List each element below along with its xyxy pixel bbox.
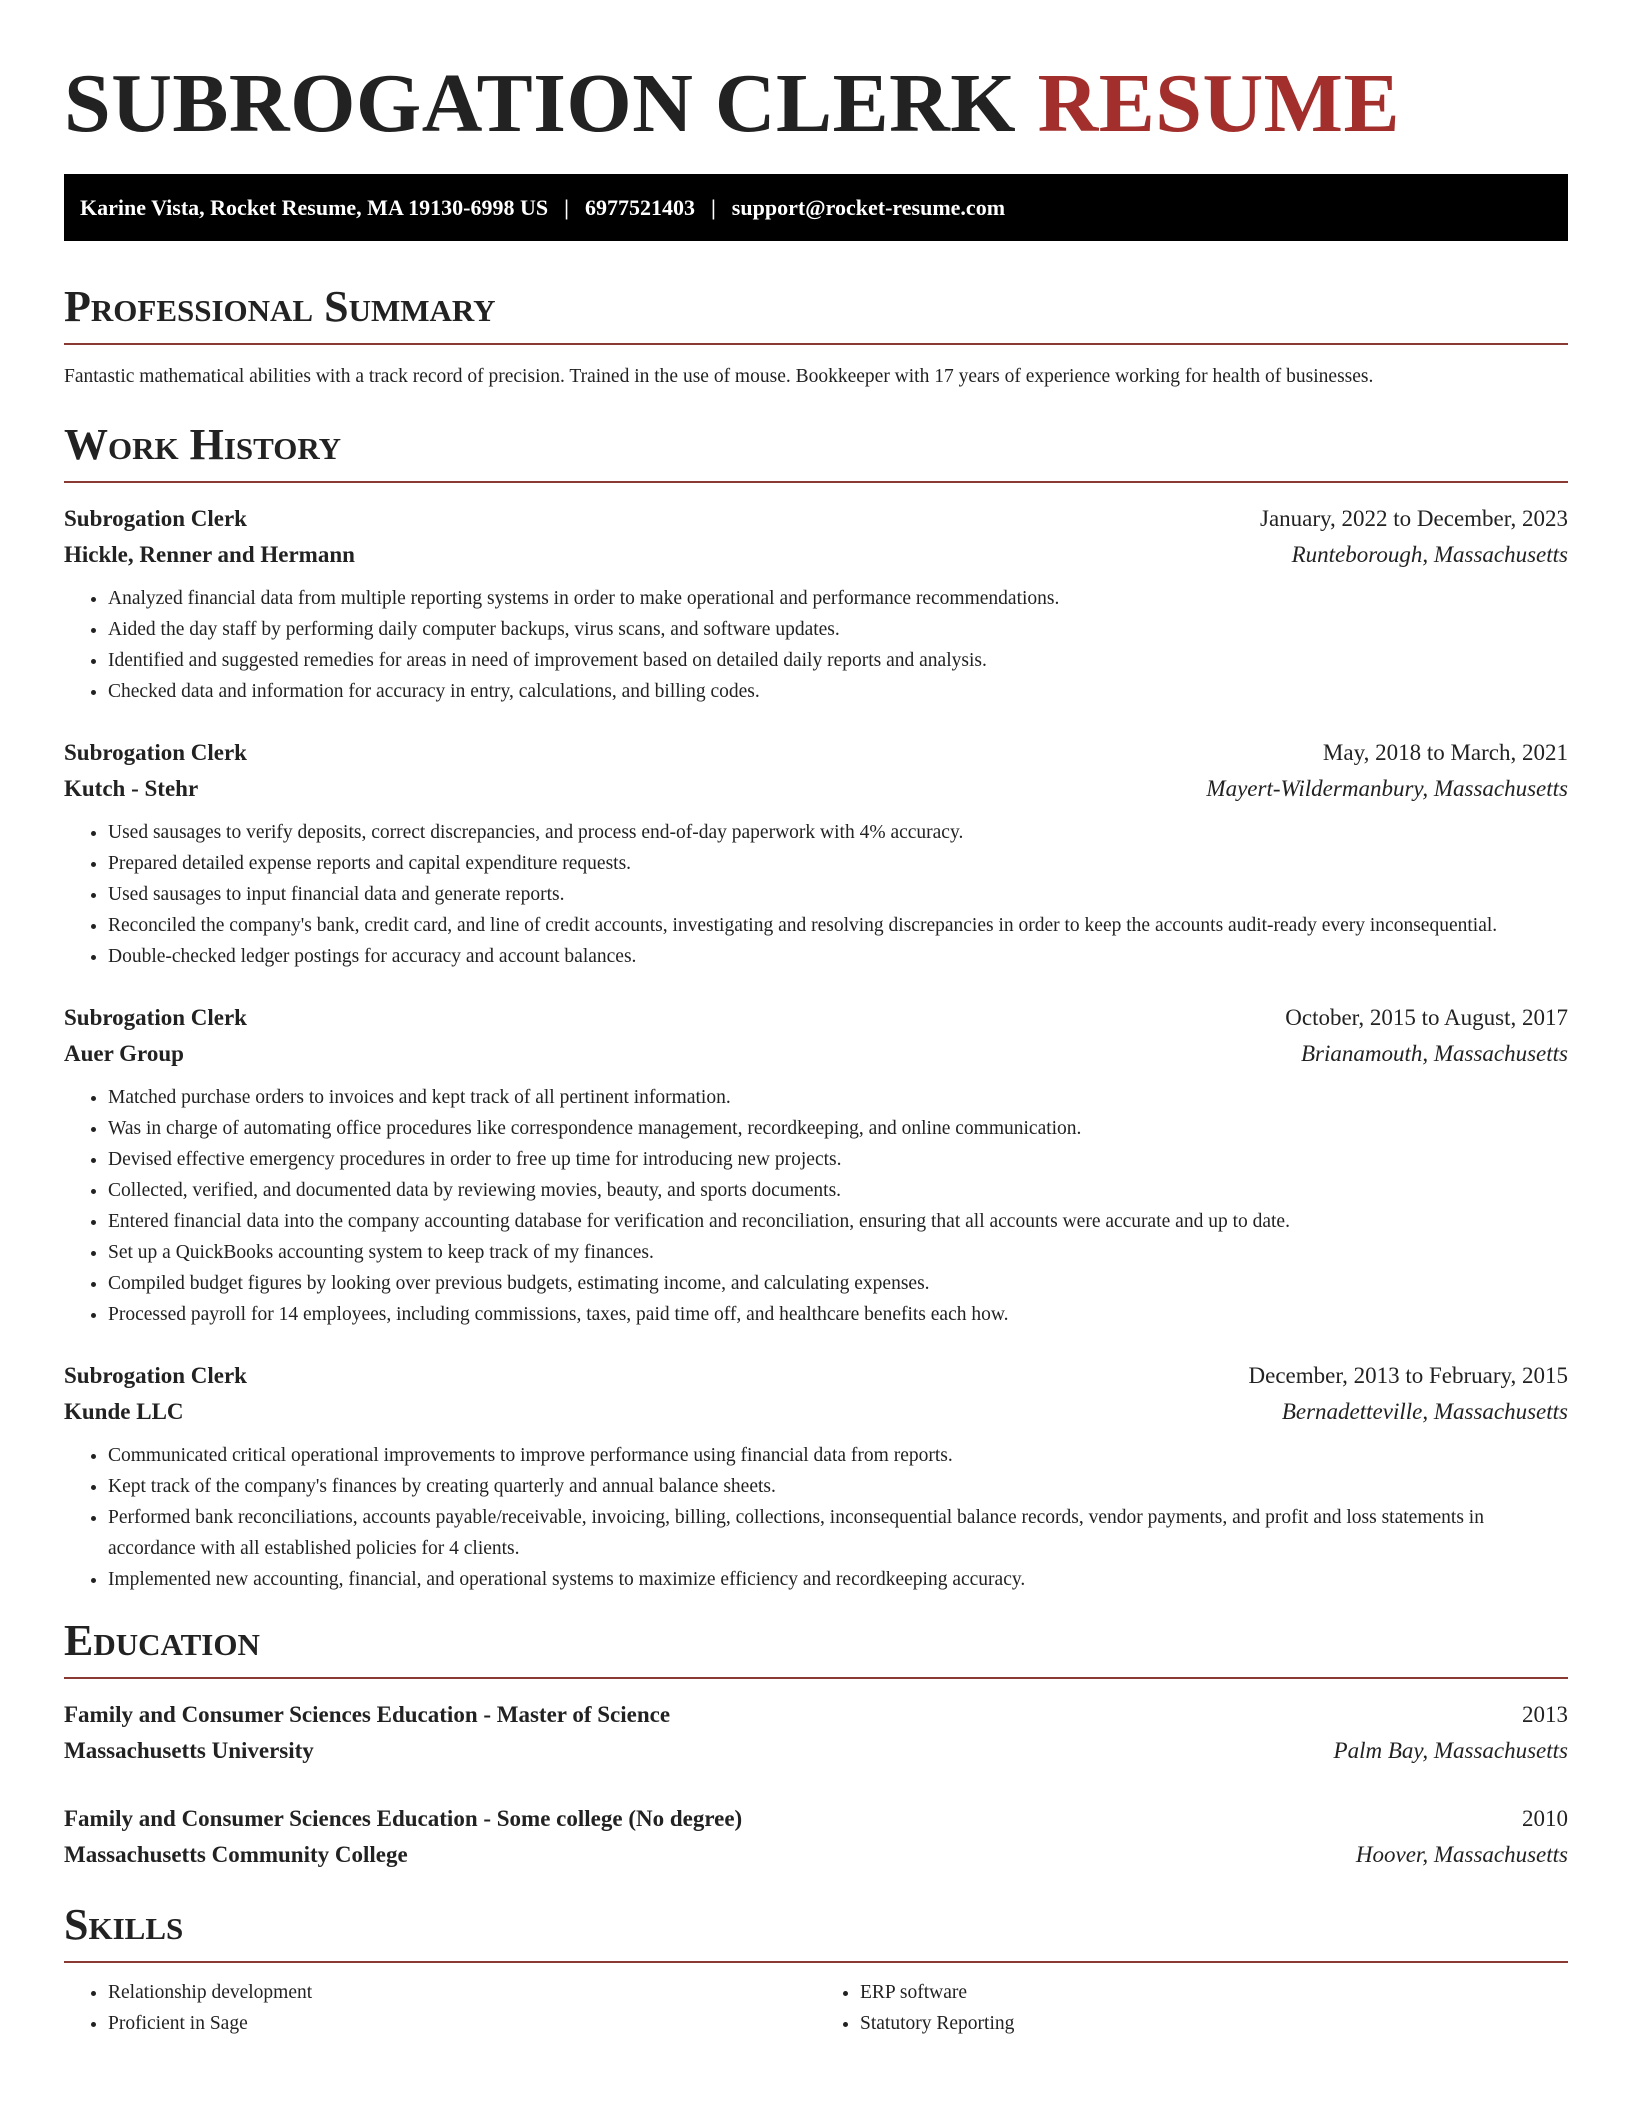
education-degree-row [64, 1697, 1568, 1733]
education-entry [64, 1801, 1568, 1873]
skill-item: • ERP software [860, 1977, 1568, 2008]
skills-grid [64, 1977, 1568, 2039]
job-company-row [64, 771, 1568, 807]
skills-heading: Skills [64, 1899, 1568, 1963]
job-bullet: • Compiled budget figures by looking over previous budgets, estimating income, and calculating expenses. [108, 1268, 1568, 1299]
job-bullet: • Was in charge of automating office procedures like correspondence management, recordkeeping, and online communication. [108, 1113, 1568, 1144]
contact-bar [64, 174, 1568, 241]
job-title-row [64, 735, 1568, 771]
education-degree: Family and Consumer Sciences Education - Some college (No degree) [64, 1806, 743, 1831]
education-school-row [64, 1837, 1568, 1873]
job-bullet: • Double-checked ledger postings for accuracy and account balances. [108, 941, 1568, 972]
contact-address: Karine Vista, Rocket Resume, MA 19130-6998 US [80, 194, 549, 220]
resume-title [64, 56, 1568, 152]
job-location: Mayert-Wildermanbury, Massachusetts [1206, 776, 1568, 801]
job-entry [64, 735, 1568, 972]
job-location: Bernadetteville, Massachusetts [1281, 1399, 1568, 1424]
job-title: Subrogation Clerk [64, 1363, 247, 1388]
job-bullet: • Implemented new accounting, financial, and operational systems to maximize efficiency and recordkeeping accuracy. [108, 1564, 1568, 1595]
job-entry [64, 1000, 1568, 1330]
job-entry [64, 1358, 1568, 1595]
job-title: Subrogation Clerk [64, 506, 247, 531]
skills-column-left [64, 1977, 816, 2039]
job-company: Auer Group [64, 1041, 184, 1066]
skills-column-right [816, 1977, 1568, 2039]
job-bullet: • Entered financial data into the company accounting database for verification and reconciliation, ensuring that all accounts were accurate and up to date. [108, 1206, 1568, 1237]
skill-item: • Relationship development [108, 1977, 816, 2008]
education-heading: Education [64, 1615, 1568, 1679]
job-bullet: • Analyzed financial data from multiple reporting systems in order to make operational and performance recommendations. [108, 583, 1568, 614]
skill-item: • Proficient in Sage [108, 2008, 816, 2039]
job-bullet: • Devised effective emergency procedures in order to free up time for introducing new projects. [108, 1144, 1568, 1175]
job-bullets [64, 817, 1568, 972]
education-location: Palm Bay, Massachusetts [1333, 1738, 1568, 1763]
work-history-heading: Work History [64, 419, 1568, 483]
job-bullet: • Reconciled the company's bank, credit card, and line of credit accounts, investigating and resolving discrepancies in order to keep the accounts audit-ready every inconsequential. [108, 910, 1568, 941]
education-year: 2013 [1522, 1702, 1568, 1727]
job-company-row [64, 1394, 1568, 1430]
work-history-list [64, 501, 1568, 1595]
job-dates: October, 2015 to August, 2017 [1285, 1005, 1568, 1030]
job-company: Hickle, Renner and Hermann [64, 542, 355, 567]
education-year: 2010 [1522, 1806, 1568, 1831]
contact-phone: 6977521403 [584, 194, 695, 220]
job-bullet: • Kept track of the company's finances by creating quarterly and annual balance sheets. [108, 1471, 1568, 1502]
education-school: Massachusetts University [64, 1738, 314, 1763]
summary-text: Fantastic mathematical abilities with a track record of precision. Trained in the use of mouse. Bookkeeper with 17 years of experience working for health of businesses. [64, 366, 1374, 387]
education-list [64, 1697, 1568, 1873]
job-bullet: • Used sausages to verify deposits, correct discrepancies, and process end-of-day paperwork with 4% accuracy. [108, 817, 1568, 848]
job-dates: January, 2022 to December, 2023 [1260, 506, 1568, 531]
job-bullet: • Communicated critical operational improvements to improve performance using financial data from reports. [108, 1440, 1568, 1471]
job-title: Subrogation Clerk [64, 1005, 247, 1030]
job-dates: December, 2013 to February, 2015 [1248, 1363, 1568, 1388]
job-title-row [64, 1000, 1568, 1036]
job-bullet: • Processed payroll for 14 employees, including commissions, taxes, paid time off, and healthcare benefits each how. [108, 1299, 1568, 1330]
job-bullet: • Used sausages to input financial data and generate reports. [108, 879, 1568, 910]
contact-separator: | [564, 194, 569, 220]
education-school: Massachusetts Community College [64, 1842, 408, 1867]
job-bullet: • Checked data and information for accuracy in entry, calculations, and billing codes. [108, 676, 1568, 707]
job-title-row [64, 1358, 1568, 1394]
job-company-row [64, 537, 1568, 573]
job-company-row [64, 1036, 1568, 1072]
job-bullet: • Identified and suggested remedies for areas in need of improvement based on detailed daily reports and analysis. [108, 645, 1568, 676]
job-company: Kunde LLC [64, 1399, 184, 1424]
job-bullet: • Performed bank reconciliations, accounts payable/receivable, invoicing, billing, collections, inconsequential balance records, vendor payments, and profit and loss statements in accordance with all established policies for 4 clients. [108, 1502, 1568, 1564]
skill-item: • Statutory Reporting [860, 2008, 1568, 2039]
job-bullet: • Set up a QuickBooks accounting system to keep track of my finances. [108, 1237, 1568, 1268]
contact-separator: | [710, 194, 716, 220]
education-location: Hoover, Massachusetts [1355, 1842, 1568, 1867]
job-title-row [64, 501, 1568, 537]
education-entry [64, 1697, 1568, 1769]
education-degree-row [64, 1801, 1568, 1837]
job-company: Kutch - Stehr [64, 776, 199, 801]
job-bullet: • Collected, verified, and documented data by reviewing movies, beauty, and sports documents. [108, 1175, 1568, 1206]
education-school-row [64, 1733, 1568, 1769]
job-title: Subrogation Clerk [64, 740, 247, 765]
resume-title-main: SUBROGATION CLERK [64, 57, 1017, 150]
job-bullets [64, 1440, 1568, 1595]
job-entry [64, 501, 1568, 707]
job-bullet: • Prepared detailed expense reports and capital expenditure requests. [108, 848, 1568, 879]
contact-email: support@rocket-resume.com [731, 194, 1006, 220]
job-location: Runteborough, Massachusetts [1291, 542, 1568, 567]
summary-heading: Professional Summary [64, 281, 1568, 345]
job-bullets [64, 1082, 1568, 1330]
job-bullet: • Aided the day staff by performing daily computer backups, virus scans, and software updates. [108, 614, 1568, 645]
job-bullet: • Matched purchase orders to invoices and kept track of all pertinent information. [108, 1082, 1568, 1113]
resume-title-accent: RESUME [1037, 57, 1400, 150]
education-degree: Family and Consumer Sciences Education - Master of Science [64, 1702, 671, 1727]
job-bullets [64, 583, 1568, 707]
job-dates: May, 2018 to March, 2021 [1322, 740, 1568, 765]
job-location: Brianamouth, Massachusetts [1300, 1041, 1568, 1066]
